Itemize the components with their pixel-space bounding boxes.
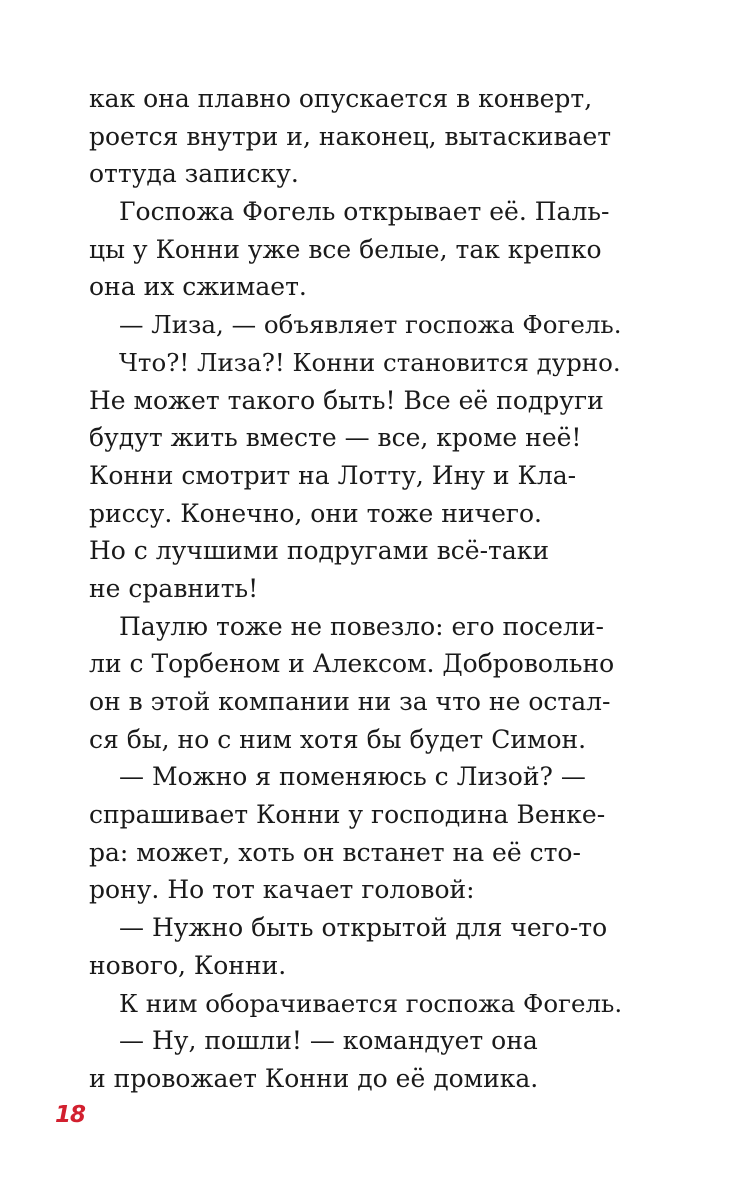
- text-line: роется внутри и, наконец, вытаскивает: [89, 121, 612, 151]
- text-line: — Можно я поменяюсь с Лизой? —: [119, 762, 586, 792]
- text-line: оттуда записку.: [89, 159, 299, 189]
- text-line: Конни смотрит на Лотту, Ину и Кла-: [89, 460, 577, 490]
- text-line: будут жить вместе — все, кроме неё!: [89, 423, 582, 453]
- text-line: Паулю тоже не повезло: его посели-: [119, 611, 604, 641]
- text-line: Что?! Лиза?! Конни становится дурно.: [119, 347, 621, 377]
- text-line: нового, Конни.: [89, 950, 287, 980]
- text-line: и провожает Конни до её домика.: [89, 1063, 539, 1093]
- text-line: К ним оборачивается госпожа Фогель.: [119, 988, 623, 1018]
- text-line: Госпожа Фогель открывает её. Паль-: [119, 197, 610, 227]
- text-line: цы у Конни уже все белые, так крепко: [89, 234, 602, 264]
- text-line: ра: может, хоть он встанет на её сто-: [89, 837, 581, 867]
- text-line: — Нужно быть открытой для чего-то: [119, 913, 608, 943]
- text-line: риссу. Конечно, они тоже ничего.: [89, 498, 542, 528]
- body-text: [89, 80, 629, 1098]
- text-line: Но с лучшими подругами всё-таки: [89, 536, 550, 566]
- text-line: она их сжимает.: [89, 272, 307, 302]
- text-line: рону. Но тот качает головой:: [89, 875, 475, 905]
- text-line: как она плавно опускается в конверт,: [89, 84, 593, 113]
- text-line: спрашивает Конни у господина Венке-: [89, 800, 606, 830]
- text-line: — Ну, пошли! — командует она: [119, 1026, 538, 1056]
- text-line: ся бы, но с ним хотя бы будет Симон.: [89, 724, 587, 754]
- page-number: 18: [55, 1102, 86, 1128]
- text-line: Не может такого быть! Все её подруги: [89, 385, 604, 415]
- text-line: ли с Торбеном и Алексом. Добровольно: [89, 649, 615, 679]
- text-line: он в этой компании ни за что не остал-: [89, 687, 611, 716]
- text-line: — Лиза, — объявляет госпожа Фогель.: [119, 310, 622, 340]
- text-line: не сравнить!: [89, 573, 259, 603]
